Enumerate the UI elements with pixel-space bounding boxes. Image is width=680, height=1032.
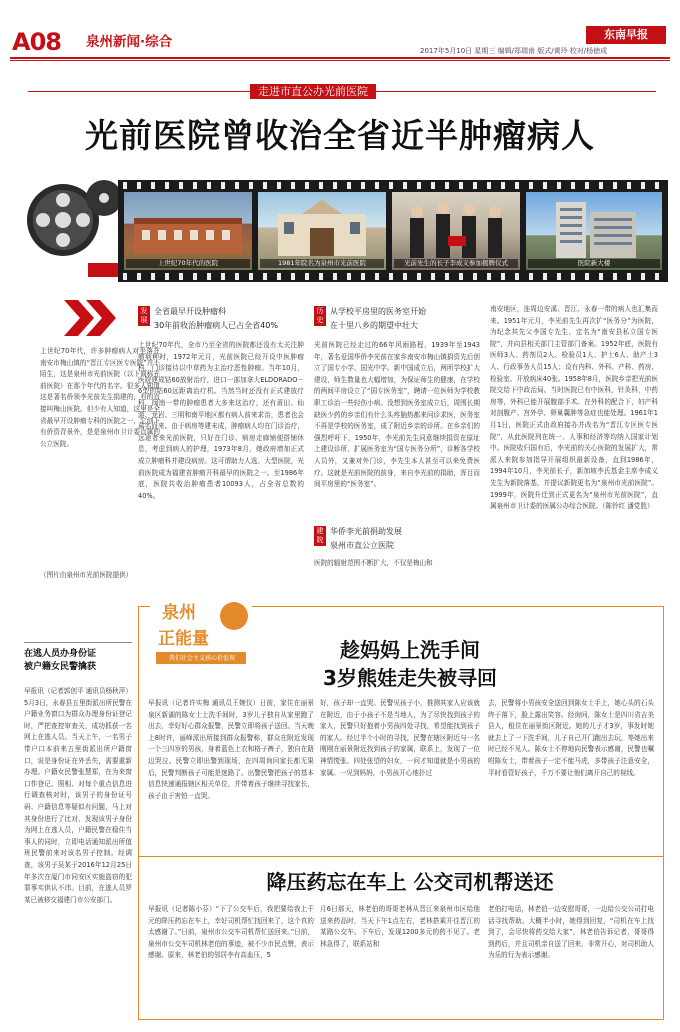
- section-head: 全省最早开设肿瘤科: [154, 307, 226, 316]
- kicker-label: 走进市直公办光前医院: [250, 84, 376, 99]
- photo-film-strip: [118, 180, 668, 282]
- photo-credit: （图片由泉州市光前医院提供）: [40, 571, 133, 579]
- film-perforation-bottom: [118, 273, 668, 280]
- chevron-right-icon: [64, 300, 118, 336]
- photo-old-hospital: [124, 192, 252, 270]
- box-headline-2: 降压药忘在车上 公交司机帮送还: [266, 870, 554, 894]
- history-text: 南安地区，连周边安溪、晋江、永春一带的病人也汇集而来。1951年元月，李光前先生再次扩“医务分”为医院，为纪念其先父李国专先生，定名为“南安县私立国专医院”，并向县相关部门主管部门备案。1952年底，医院有医师3人、药剂员2人、检验员1人、护士6人、助产士3人、行政事务人员15人；设有内科、外科、产科、药房、检验室、开放病床40张。1958年8月，医院乡亲把光前医院交给下中政治局。当时医院已有中医科，针灸科，中药房等，外科已能开展腹部手术。在外科的配合下，妇产科对剖腹产、宫外孕、卵巢囊肿等急症也能处理。1961年1月1日，医院正式由政府接办并改名为“晋江专区医专医院”，从此医院列在统一、人事和经济等均纳入国家计划中。医院收归国有后，李光前的关心医院的发展扩大，常派人来院参加指导开展组织最新设备，直到1986年，1994年10月，李光前长子，新加坡李氏基金主席李成义先生为新院落基，并提议新院更名为“泉州市光前医院”。1999年，医院升迁到正式更名为“泉州市光前医院”，直属泉州市卫计委的医属公办综合医院。（陈铃红 潘党胜）: [490, 305, 658, 511]
- section-body: 光前医院已经走过的66年风雨路程，1939年至1943年，著名爱国华侨李光前在家乡南安市梅山镇捐资先后创立了国专小学、国光中学。新中国成立后，两所学校扩大建设，师生数量也大幅增加，为保证师生的健康，在学校的两间平房设立了“国专医务室”，聘请一位医师为学校教职工诊治一些轻伤小病。没想到医务室成立后，周围长期缺医少药的乡亲们有什么头疼脑热都来问诊求医，医务室不再是学校的医务室，成了附近乡亲的诊所。在乡亲们的强烈呼吁下，1950年，李光前先生同意继续捐资在原址上建设诊所，扩展医务室为“国专医务分所”，诊断各学校人员外，又兼对外门诊，李先生本人甚至可以来免费医疗。这就是光前医院的前身，来自李光前的捐助，浑目而间平房里的“医务室”。: [314, 341, 480, 489]
- box-story-col: 去，民警将小男孩安全送回到陈女士手上，她心头的石头终于落下，脸上露出笑容。经询问，陈女士是四川省吉美县人，租住在丽景街区附近。她的儿子才3岁，事发时她就去上了一下洗手间，儿子自己开门跑出去玩，等她出来时已经不见人。陈女士不停地向民警表示感谢，民警也嘱咐陈女士，带着孩子一定不能马虎，多带孩子注意安全，平时看管好孩子，千万不要让他们离开自己的视线。: [488, 699, 654, 777]
- section-tag: 历史: [314, 306, 326, 326]
- film-perforation-top: [118, 182, 668, 189]
- photo-hospital-gate: [258, 192, 386, 270]
- photo-caption: 医院新大楼: [528, 259, 660, 268]
- photo-caption: 1981年院名为泉州市光前医院: [260, 259, 384, 268]
- photo-ceremony: [392, 192, 520, 270]
- box-story-col: 好，孩子却一直哭。民警见孩子小，推测其家人应该就在附近，由于小孩子不是当地人，为了尽快找到孩子的家人，民警只好抱着小男孩四处寻找，希望能找到孩子的家人。经过半个小时的寻找，民警在辖区附近与一名刚刚在丽景附近找到孩子的家属，联系上，发现了一位神情慌张、四处张望的妇女，一问才知道就是小男孩的家属。一见到妈妈，小男孩开心地扑过: [320, 699, 480, 777]
- badge-text-main: 正能量: [158, 629, 209, 649]
- header-rule-thin: [10, 60, 670, 61]
- section-body: 上世纪70年代，全市乃至全省的医院都还没有太关注肿瘤病种时，1972年元月，光前医院已经开设中医肿瘤科，门诊接待以中草药为主治疗恶性肿瘤。当年10月，医院建成钴60放射治疗，进口一部加拿大ELDORADO－6型的钴60远距离治疗机。当然当时还没有正式建放疗科，闽南一带的肿瘤患者大多来这治疗，还有莆田、仙游、龙岩、三明和南平地区都有病人前来求治，患者也会慕名而来。由于病房等建未成，肿瘤病人均在门诊治疗，远途者来光前医院，只好在门诊、病房走廊铺便搭铺休息，考虑到病人的护理，1973年8月，她政府增加正式成立肿瘤科并建设病房。这可谓助力人选、大型医院，光前医院成为福建省肿瘤开科最早的医院之一。至1986年底，医院共收治肿瘤患者10093人，占全省总数的40%。: [138, 341, 304, 500]
- box-story2-col: 早报讯（记者陈小芬）“下了公交车后，我把要给我上千元的降压药忘在车上，幸好司机帮忙找回来了，这个真的太感谢了。”日前，泉州市公交车司机帮忙送回来。”日前，泉州市公交车司机林老伯的事迹，被不少市民点赞，表示感谢。原来，林老伯的邻居李有高血压，5: [148, 905, 314, 960]
- header-rule: [10, 57, 670, 59]
- box-story2-col: 老伯打电话，林老伯一边安慰哥哥，一边给公交公司打电话寻找帮助。大概半小时，她得到回复，“司机在车上找到了，会尽快将药交给大家”，林老伯告诉记者，哥哥得到药后，并且司机亲自送了回来，非常开心，对司机助人为乐的行为表示感谢。: [488, 905, 654, 960]
- photo-new-building: [526, 192, 662, 270]
- section-head: 从学校平房里的医务室开始: [330, 307, 426, 316]
- section-head: 在十里八乡的期望中壮大: [330, 321, 418, 330]
- headline-line-2: 被户籍女民警擒获: [24, 662, 97, 672]
- section-tag: 建院: [314, 526, 326, 546]
- story-rule: [24, 642, 132, 643]
- box-headline-line-2: 3岁熊娃走失被寻回: [323, 666, 497, 690]
- section-head: 30年前收治肿瘤病人已占全省40%: [154, 321, 278, 330]
- section-head: 华侨李光前捐助发展: [330, 527, 402, 536]
- photo-caption: 上世纪70年代的医院: [126, 259, 250, 268]
- section-body: 医院的辐射范围不断扩大，不仅是梅山和: [314, 559, 433, 567]
- box-story2-col: 月6日那天，林老伯的哥哥老林从晋江来泉州市区给他送来药品时，当天下午1点左右，老林搭乘开往晋江的某路公交车。下车后，发现1200多元的药不见了。老林急得了，联系站和: [320, 905, 480, 948]
- section-tag: 发展: [138, 306, 150, 326]
- box-story-col: 早报讯（记者许实梅 通讯员王婉仪）日前，家住在丽景泉区新湖的陈女士上洗手间时，3岁儿子独自从家里跑了出去，幸好好心群众报警，民警立即将孩子送回。当天晚上8时许，丽峰派出所接到群众报警称，群众在附近发现一个三四岁的男孩，身着蓝色上衣和格子裤子，独自在路边哭泣。民警立即出警到现场，在四周询问家长都无果后，民警判断孩子可能是迷路了。出警民警把孩子的基本信息快速通报辖区相关单位，并带着孩子继续寻找家长，孩子由于害怕一直哭。: [148, 699, 314, 800]
- issue-meta: 2017年5月10日 星期三 编辑/郑瑞南 版式/黄玲 校对/杨徳成: [420, 47, 608, 55]
- badge-text-sub: 我们社会主义核心价值观: [168, 655, 235, 662]
- photo-caption: 光前先生的长子李成义参加揭牌仪式: [394, 259, 518, 268]
- box-headline-line-1: 趁妈妈上洗手间: [340, 638, 480, 662]
- story-headline: [24, 648, 132, 674]
- film-reel-icon: [18, 168, 128, 283]
- box-divider: [138, 856, 664, 857]
- lead-headline: 光前医院曾收治全省近半肿瘤病人: [85, 116, 595, 155]
- badge-text-city: 泉州: [162, 603, 196, 623]
- intro-text: 上世纪70年代，许多肿瘤病人对坐落在南安市梅山镇的“晋江专区医专医院”并不陌生，这是泉州市光前医院（以下简称光前医院）在那个年代的名字。很多人知道这是著名侨领李光前先生捐建的，有的直接叫梅山医院。但少有人知道，这里是全省最早开设肿瘤专科的医院之一，它创下有侨资背景外，是是泉州市卫计委直属的公立医院。: [40, 347, 160, 448]
- page-number: A08: [12, 28, 61, 56]
- headline-line-1: 在逃人员办身份证: [24, 649, 97, 659]
- story-body: 早报讯（记者郭创平 通讯员杨秋萍）5月3日，永春县五里街派出所民警在户籍业务窗口为群众办理身份证登记时，严把查控审查关，成功抓获一名网上在逃人员。当天上午，一名男子带户口本前来五里街派出所户籍窗口，说是身份证在外丢失，需要重新办理。户籍女民警张慧郑，在为来窗口作登记、照相、对每个重点信息进行调查核对时，该男子的身份证号码、户籍信息等疑似有问题，马上对其身份进行了比对，发现该男子身份为网上在逃人员，户籍民警在稳住当事人的同时，立即电话通知派出所值班民警前来对该名男子控制。经调查，该男子吴某于2016年12月25日年多次在厦门市同安区实施盗窃的犯罪事实供认不讳。目前，在逃人员罗某已被移交福建门市公安部门。: [24, 687, 132, 904]
- section-name: 泉州新闻·综合: [86, 34, 173, 50]
- section-head: 泉州市直公立医院: [330, 541, 394, 550]
- newspaper-logo: 东南早报: [586, 26, 666, 44]
